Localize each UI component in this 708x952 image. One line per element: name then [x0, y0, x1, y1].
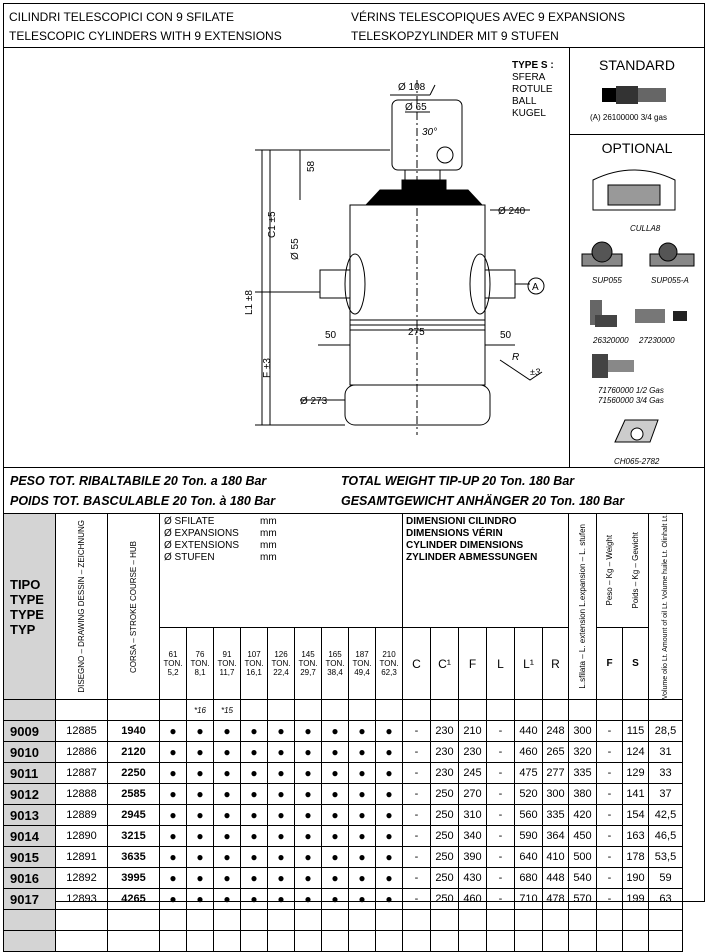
notes-row [4, 700, 683, 721]
dim-col-c1: C¹ [431, 628, 459, 700]
row-dot: ● [349, 742, 376, 763]
row-vol: 42,5 [649, 805, 683, 826]
dim-r3: ±3 [530, 367, 540, 377]
row-dot: ● [214, 763, 241, 784]
ext-col-8: 210 TON. 62,3 [376, 628, 403, 700]
header-divider [3, 47, 705, 48]
weight-it: PESO TOT. RIBALTABILE 20 Ton. a 180 Bar [10, 474, 267, 488]
row-dot: ● [241, 721, 268, 742]
row-l1: 440 [515, 721, 543, 742]
opt-sup055: SUP055 [592, 276, 622, 285]
row-r: 265 [543, 742, 569, 763]
row-dot: ● [160, 742, 187, 763]
opt-p2: 27230000 [639, 336, 675, 345]
sup055a-icon [648, 240, 698, 270]
row-f: 460 [459, 889, 487, 910]
row-c: - [403, 847, 431, 868]
opt-v2: 71560000 3/4 Gas [598, 396, 664, 405]
row-dot: ● [349, 847, 376, 868]
data-rows [4, 721, 683, 910]
valve-icon [588, 350, 638, 382]
row-vol: 28,5 [649, 721, 683, 742]
row-dot: ● [241, 847, 268, 868]
row-r: 448 [543, 868, 569, 889]
dim-col-l: L [487, 628, 515, 700]
ext-col-0: 61 TON. 5,2 [160, 628, 187, 700]
row-c: - [403, 889, 431, 910]
row-dot: ● [349, 721, 376, 742]
opt-ch: CH065-2782 [614, 457, 660, 466]
dimensions-header: DIMENSIONI CILINDRO DIMENSIONS VÉRIN CYLINDER DIMENSIONS ZYLINDER ABMESSUNGEN [403, 514, 569, 628]
row-dot: ● [268, 826, 295, 847]
row-r: 478 [543, 889, 569, 910]
row-dot: ● [241, 805, 268, 826]
row-wf: - [597, 889, 623, 910]
row-dot: ● [322, 889, 349, 910]
row-dot: ● [214, 889, 241, 910]
row-dot: ● [214, 721, 241, 742]
row-lext: 540 [569, 868, 597, 889]
ext-col-5: 145 TON. 29,7 [295, 628, 322, 700]
row-dot: ● [295, 742, 322, 763]
row-dot: ● [187, 763, 214, 784]
row-l1: 710 [515, 889, 543, 910]
row-r: 410 [543, 847, 569, 868]
row-dot: ● [214, 826, 241, 847]
row-c1: 250 [431, 826, 459, 847]
dim-col-r: R [543, 628, 569, 700]
row-vol: 37 [649, 784, 683, 805]
row-dot: ● [295, 805, 322, 826]
row-ws: 190 [623, 868, 649, 889]
row-typ: 9010 [4, 742, 56, 763]
row-dot: ● [214, 805, 241, 826]
header-title-it: CILINDRI TELESCOPICI CON 9 SFILATE [9, 10, 234, 24]
row-dot: ● [241, 784, 268, 805]
row-dot: ● [268, 889, 295, 910]
row-dot: ● [376, 742, 403, 763]
weight-de: GESAMTGEWICHT ANHÄNGER 20 Ton. 180 Bar [341, 494, 625, 508]
row-r: 248 [543, 721, 569, 742]
row-l: - [487, 847, 515, 868]
dim-c1: C1 ±5 [267, 211, 278, 238]
type-s-label: TYPE S : SFERA ROTULE BALL KUGEL [512, 60, 554, 119]
empty-row [4, 931, 683, 952]
row-l1: 590 [515, 826, 543, 847]
weight-en: TOTAL WEIGHT TIP-UP 20 Ton. 180 Bar [341, 474, 575, 488]
row-vol: 53,5 [649, 847, 683, 868]
row-c: - [403, 742, 431, 763]
table-row [4, 889, 683, 910]
dim-col-l1: L¹ [515, 628, 543, 700]
row-vol: 33 [649, 763, 683, 784]
row-dot: ● [187, 721, 214, 742]
row-dot: ● [268, 805, 295, 826]
row-ws: 199 [623, 889, 649, 910]
row-dot: ● [322, 847, 349, 868]
row-c: - [403, 868, 431, 889]
row-drawing: 12886 [56, 742, 108, 763]
dim-w50b: 50 [500, 330, 512, 341]
row-wf: - [597, 868, 623, 889]
row-c: - [403, 763, 431, 784]
row-dot: ● [268, 784, 295, 805]
row-f: 210 [459, 721, 487, 742]
row-f: 340 [459, 826, 487, 847]
table-row [4, 763, 683, 784]
row-lext: 300 [569, 721, 597, 742]
row-f: 310 [459, 805, 487, 826]
dim-r: R [512, 352, 520, 363]
row-ws: 129 [623, 763, 649, 784]
row-dot: ● [214, 847, 241, 868]
table-row [4, 742, 683, 763]
row-drawing: 12889 [56, 805, 108, 826]
cradle-icon [588, 165, 680, 220]
row-typ: 9015 [4, 847, 56, 868]
row-stroke: 3995 [108, 868, 160, 889]
dim-d108: Ø 108 [398, 82, 426, 93]
row-vol: 59 [649, 868, 683, 889]
table-row [4, 784, 683, 805]
row-r: 300 [543, 784, 569, 805]
dim-d240: Ø 240 [498, 206, 526, 217]
ext-col-6: 165 TON. 38,4 [322, 628, 349, 700]
row-dot: ● [322, 826, 349, 847]
row-dot: ● [241, 742, 268, 763]
standard-divider [569, 134, 705, 135]
ext-col-3: 107 TON. 16,1 [241, 628, 268, 700]
row-drawing: 12892 [56, 868, 108, 889]
row-dot: ● [241, 763, 268, 784]
row-dot: ● [241, 868, 268, 889]
row-l1: 560 [515, 805, 543, 826]
row-dot: ● [241, 889, 268, 910]
row-c: - [403, 805, 431, 826]
row-typ: 9009 [4, 721, 56, 742]
row-lext: 500 [569, 847, 597, 868]
dim-f: F ±3 [262, 358, 273, 378]
row-drawing: 12887 [56, 763, 108, 784]
row-dot: ● [214, 784, 241, 805]
row-dot: ● [268, 847, 295, 868]
weights-divider [3, 467, 705, 468]
dim-col-f: F [459, 628, 487, 700]
row-r: 364 [543, 826, 569, 847]
lext-header: L.sfilata – L. extension L.expansion – L. stufen [569, 514, 597, 700]
data-table [3, 513, 683, 952]
stroke-header: CORSA – STROKE COURSE – HUB [108, 514, 160, 700]
row-dot: ● [268, 721, 295, 742]
ext-col-4: 126 TON. 22,4 [268, 628, 295, 700]
row-dot: ● [295, 784, 322, 805]
row-ws: 178 [623, 847, 649, 868]
row-drawing: 12885 [56, 721, 108, 742]
row-l1: 520 [515, 784, 543, 805]
row-wf: - [597, 847, 623, 868]
row-l1: 460 [515, 742, 543, 763]
row-typ: 9016 [4, 868, 56, 889]
row-r: 277 [543, 763, 569, 784]
marker-a: A [532, 282, 539, 293]
row-dot: ● [295, 868, 322, 889]
row-dot: ● [160, 889, 187, 910]
row-dot: ● [322, 868, 349, 889]
row-wf: - [597, 742, 623, 763]
weight-col-s: S [623, 628, 649, 700]
row-wf: - [597, 826, 623, 847]
standard-item: (A) 26100000 3/4 gas [590, 113, 667, 122]
row-dot: ● [214, 742, 241, 763]
opt-sup055a: SUP055-A [651, 276, 689, 285]
row-dot: ● [187, 742, 214, 763]
row-typ: 9014 [4, 826, 56, 847]
row-dot: ● [295, 847, 322, 868]
row-dot: ● [376, 763, 403, 784]
note-1: *16 [187, 700, 214, 721]
row-drawing: 12893 [56, 889, 108, 910]
optional-title: OPTIONAL [601, 140, 673, 156]
row-drawing: 12888 [56, 784, 108, 805]
row-dot: ● [376, 889, 403, 910]
standard-title: STANDARD [599, 57, 675, 73]
ring [402, 180, 446, 190]
row-l: - [487, 868, 515, 889]
row-dot: ● [241, 826, 268, 847]
row-dot: ● [376, 847, 403, 868]
row-l: - [487, 826, 515, 847]
row-dot: ● [349, 889, 376, 910]
row-ws: 154 [623, 805, 649, 826]
row-l1: 640 [515, 847, 543, 868]
table-row [4, 721, 683, 742]
row-lext: 420 [569, 805, 597, 826]
row-dot: ● [322, 784, 349, 805]
row-f: 430 [459, 868, 487, 889]
row-l1: 475 [515, 763, 543, 784]
row-c1: 230 [431, 763, 459, 784]
row-lext: 335 [569, 763, 597, 784]
row-typ: 9017 [4, 889, 56, 910]
row-vol: 31 [649, 742, 683, 763]
row-dot: ● [268, 868, 295, 889]
row-c1: 230 [431, 721, 459, 742]
dim-h58: 58 [306, 160, 317, 172]
opt-v1: 71760000 1/2 Gas [598, 386, 664, 395]
row-vol: 46,5 [649, 826, 683, 847]
row-typ: 9013 [4, 805, 56, 826]
row-dot: ● [376, 721, 403, 742]
fitting-icon [600, 80, 670, 110]
row-drawing: 12891 [56, 847, 108, 868]
typ-header: TIPO TYPE TYPE TYP [4, 514, 56, 700]
extensions-header: Ø SFILATE mm Ø EXPANSIONS mm Ø EXTENSIONS mm Ø STUFEN mm [160, 514, 403, 628]
row-lext: 450 [569, 826, 597, 847]
row-dot: ● [322, 805, 349, 826]
row-f: 245 [459, 763, 487, 784]
row-stroke: 1940 [108, 721, 160, 742]
dim-d55: Ø 55 [290, 238, 301, 260]
row-wf: - [597, 784, 623, 805]
row-dot: ● [376, 784, 403, 805]
row-stroke: 3635 [108, 847, 160, 868]
row-dot: ● [322, 742, 349, 763]
row-typ: 9012 [4, 784, 56, 805]
header-row-top [4, 514, 683, 628]
row-c1: 250 [431, 805, 459, 826]
row-dot: ● [187, 784, 214, 805]
row-dot: ● [376, 826, 403, 847]
row-dot: ● [349, 763, 376, 784]
ext-col-1: 76 TON. 8,1 [187, 628, 214, 700]
opt-p1: 26320000 [593, 336, 629, 345]
weight-fr: POIDS TOT. BASCULABLE 20 Ton. à 180 Bar [10, 494, 276, 508]
header-title-de: TELESKOPZYLINDER MIT 9 STUFEN [351, 29, 559, 43]
row-stroke: 2120 [108, 742, 160, 763]
row-dot: ● [268, 742, 295, 763]
row-l: - [487, 742, 515, 763]
row-l: - [487, 784, 515, 805]
row-drawing: 12890 [56, 826, 108, 847]
row-wf: - [597, 763, 623, 784]
row-dot: ● [322, 721, 349, 742]
row-c1: 230 [431, 742, 459, 763]
note-2: *15 [214, 700, 241, 721]
row-dot: ● [160, 763, 187, 784]
ext-col-2: 91 TON. 11,7 [214, 628, 241, 700]
ext-col-7: 187 TON. 49,4 [349, 628, 376, 700]
row-ws: 115 [623, 721, 649, 742]
row-dot: ● [349, 805, 376, 826]
row-stroke: 4265 [108, 889, 160, 910]
row-ws: 163 [623, 826, 649, 847]
row-c1: 250 [431, 784, 459, 805]
row-typ: 9011 [4, 763, 56, 784]
header-title-en: TELESCOPIC CYLINDERS WITH 9 EXTENSIONS [9, 29, 282, 43]
opt-culla: CULLA8 [630, 224, 661, 233]
row-stroke: 2585 [108, 784, 160, 805]
row-f: 390 [459, 847, 487, 868]
row-dot: ● [214, 868, 241, 889]
row-l: - [487, 889, 515, 910]
row-c1: 250 [431, 889, 459, 910]
row-lext: 320 [569, 742, 597, 763]
row-dot: ● [349, 868, 376, 889]
drawing-header: DISEGNO – DRAWING DESSIN – ZEICHNUNG [56, 514, 108, 700]
ball-detail [437, 147, 453, 163]
row-dot: ● [295, 763, 322, 784]
dim-d273: Ø 273 [300, 396, 328, 407]
table-row [4, 826, 683, 847]
row-r: 335 [543, 805, 569, 826]
row-c: - [403, 826, 431, 847]
panel-divider [569, 47, 570, 467]
row-dot: ● [295, 889, 322, 910]
row-l: - [487, 805, 515, 826]
row-c: - [403, 721, 431, 742]
dim-w50a: 50 [325, 330, 337, 341]
empty-row [4, 910, 683, 931]
table-row [4, 868, 683, 889]
row-dot: ● [160, 868, 187, 889]
row-c1: 250 [431, 868, 459, 889]
row-f: 270 [459, 784, 487, 805]
row-dot: ● [349, 826, 376, 847]
row-dot: ● [187, 889, 214, 910]
row-c1: 250 [431, 847, 459, 868]
row-dot: ● [160, 784, 187, 805]
row-dot: ● [295, 721, 322, 742]
dim-angle: 30° [422, 127, 438, 138]
row-wf: - [597, 805, 623, 826]
row-dot: ● [187, 868, 214, 889]
row-dot: ● [349, 784, 376, 805]
row-dot: ● [160, 721, 187, 742]
row-dot: ● [160, 826, 187, 847]
row-dot: ● [322, 763, 349, 784]
table-row [4, 805, 683, 826]
row-stroke: 3215 [108, 826, 160, 847]
bracket-icon [610, 412, 662, 454]
row-lext: 570 [569, 889, 597, 910]
dim-d65: Ø 65 [405, 102, 427, 113]
row-dot: ● [376, 805, 403, 826]
row-wf: - [597, 721, 623, 742]
row-dot: ● [295, 826, 322, 847]
row-l: - [487, 763, 515, 784]
row-stroke: 2945 [108, 805, 160, 826]
row-vol: 63 [649, 889, 683, 910]
volume-header: Volume olio Lt. Amount of oil Lt. Volume huile Lt. Ölinhalt Lt. [649, 514, 683, 700]
dim-col-c: C [403, 628, 431, 700]
row-dot: ● [187, 847, 214, 868]
row-dot: ● [187, 826, 214, 847]
dim-w275: 275 [408, 327, 425, 338]
row-lext: 380 [569, 784, 597, 805]
row-dot: ● [160, 805, 187, 826]
row-l1: 680 [515, 868, 543, 889]
row-ws: 124 [623, 742, 649, 763]
header-title-fr: VÉRINS TELESCOPIQUES AVEC 9 EXPANSIONS [351, 10, 626, 24]
row-dot: ● [160, 847, 187, 868]
sup055-icon [580, 240, 625, 270]
row-dot: ● [187, 805, 214, 826]
row-stroke: 2250 [108, 763, 160, 784]
row-dot: ● [268, 763, 295, 784]
upper-flange [366, 190, 482, 205]
dim-l1: L1 ±8 [244, 290, 255, 315]
weight-header: Peso – Kg – Weight Poids – Kg – Gewicht [597, 514, 649, 628]
row-ws: 141 [623, 784, 649, 805]
weight-col-f: F [597, 628, 623, 700]
row-dot: ● [376, 868, 403, 889]
row-l: - [487, 721, 515, 742]
elbow-fittings-icon [585, 295, 695, 335]
row-c: - [403, 784, 431, 805]
table-row [4, 847, 683, 868]
row-f: 230 [459, 742, 487, 763]
